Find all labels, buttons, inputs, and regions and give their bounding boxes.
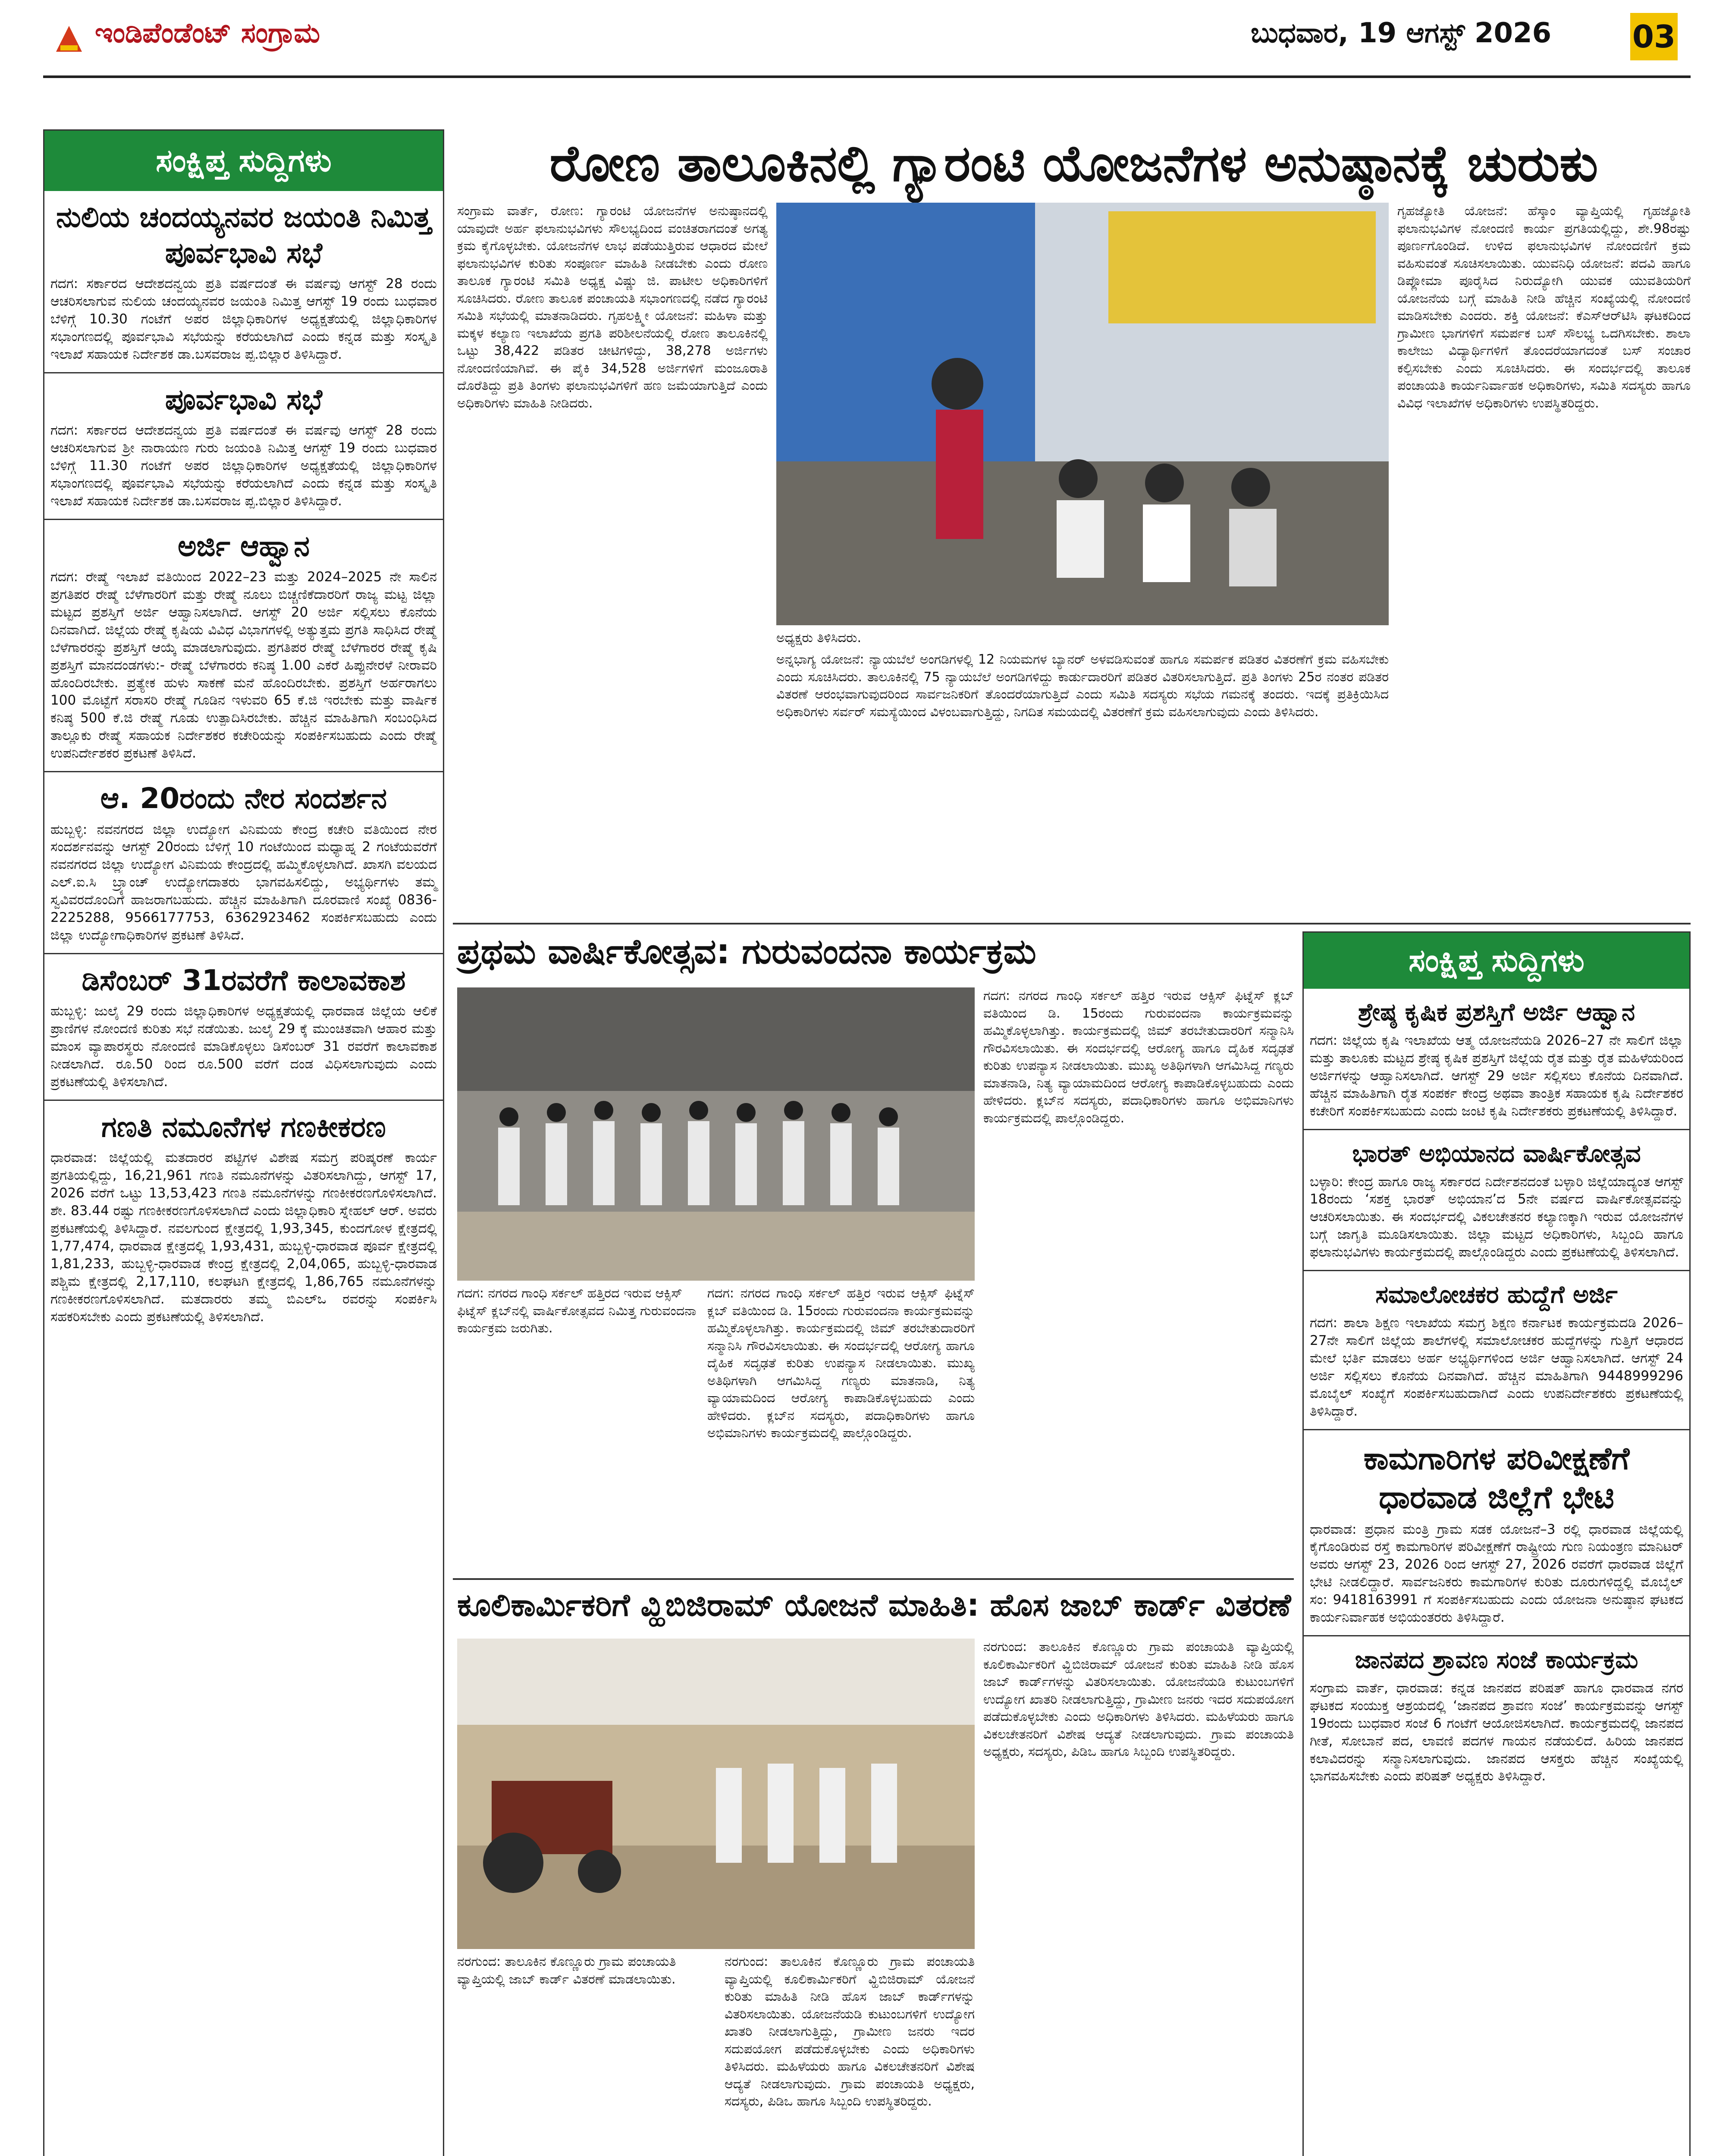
right-briefs-column xyxy=(1302,931,1691,2156)
brief-item xyxy=(44,373,443,520)
brief-text: ಧಾರವಾಡ: ಜಿಲ್ಲೆಯಲ್ಲಿ ಮತದಾರರ ಪಟ್ಟಿಗಳ ವಿಶೇಷ ಸಮಗ್ರ ಪರಿಷ್ಕರಣೆ ಕಾರ್ಯ ಪ್ರಗತಿಯಲ್ಲಿದ್ದು, 16,21,961 ಗಣತಿ ನಮೂನೆಗಳನ್ನು ವಿತರಿಸಲಾಗಿದ್ದು, ಆಗಸ್ಟ್ 17, 2026 ವರೆಗೆ ಒಟ್ಟು 13,53,423 ಗಣತಿ ನಮೂನೆಗಳನ್ನು ಗಣಕೀಕರಣಗೊಳಿಸಲಾಗಿದೆ. ಶೇ. 83.44 ರಷ್ಟು ಗಣಕೀಕರಣಗೊಳಿಸಲಾಗಿದೆ ಎಂದು ಜಿಲ್ಲಾಧಿಕಾರಿ ಸ್ನೇಹಲ್ ಆರ್. ಅವರು ಪ್ರಕಟಣೆಯಲ್ಲಿ ತಿಳಿಸಿದ್ದಾರೆ. ನವಲಗುಂದ ಕ್ಷೇತ್ರದಲ್ಲಿ 1,93,345, ಕುಂದಗೋಳ ಕ್ಷೇತ್ರದಲ್ಲಿ 1,77,474, ಧಾರವಾಡ ಕ್ಷೇತ್ರದಲ್ಲಿ 1,93,431, ಹುಬ್ಬಳ್ಳಿ-ಧಾರವಾಡ ಪೂರ್ವ ಕ್ಷೇತ್ರದಲ್ಲಿ 1,81,233, ಹುಬ್ಬಳ್ಳಿ-ಧಾರವಾಡ ಕೇಂದ್ರ ಕ್ಷೇತ್ರದಲ್ಲಿ 2,04,065, ಹುಬ್ಬಳ್ಳಿ-ಧಾರವಾಡ ಪಶ್ಚಿಮ ಕ್ಷೇತ್ರದಲ್ಲಿ 2,17,110, ಕಲಘಟಗಿ ಕ್ಷೇತ್ರದಲ್ಲಿ 1,86,765 ನಮೂನೆಗಳನ್ನು ಗಣಕೀಕರಣಗೊಳಿಸಲಾಗಿದೆ. ಮತದಾರರು ತಮ್ಮ ಬಿಎಲ್‌ಒ ರವರನ್ನು ಸಂಪರ್ಕಿಸಿ ಸಹಕರಿಸಬೇಕು ಎಂದು ಪ್ರಕಟಣೆಯಲ್ಲಿ ತಿಳಿಸಲಾಗಿದೆ. xyxy=(50,1150,437,1325)
newspaper-logo-icon xyxy=(52,22,86,56)
story-three-text-a: ನರಗುಂದ: ತಾಲೂಕಿನ ಕೊಣ್ಣೂರು ಗ್ರಾಮ ಪಂಚಾಯತಿ ವ್ಯಾಪ್ತಿಯಲ್ಲಿ ಕೂಲಿಕಾರ್ಮಿಕರಿಗೆ ವ್ಹಿಬಿಜಿರಾಮ್ ಯೋಜನೆ ಕುರಿತು ಮಾಹಿತಿ ನೀಡಿ ಹೊಸ ಜಾಬ್ ಕಾರ್ಡ್‌ಗಳನ್ನು ವಿತರಿಸಲಾಯಿತು. ಯೋಜನೆಯಡಿ ಕುಟುಂಬಗಳಿಗೆ ಉದ್ಯೋಗ ಖಾತರಿ ನೀಡಲಾಗುತ್ತಿದ್ದು, ಗ್ರಾಮೀಣ ಜನರು ಇದರ ಸದುಪಯೋಗ ಪಡೆದುಕೊಳ್ಳಬೇಕು ಎಂದು ಅಧಿಕಾರಿಗಳು ತಿಳಿಸಿದರು. ಮಹಿಳೆಯರು ಹಾಗೂ ವಿಕಲಚೇತನರಿಗೆ ವಿಶೇಷ ಆದ್ಯತೆ ನೀಡಲಾಗುವುದು. ಗ್ರಾಮ ಪಂಚಾಯತಿ ಅಧ್ಯಕ್ಷರು, ಸದಸ್ಯರು, ಪಿಡಿಒ ಹಾಗೂ ಸಿಬ್ಬಂದಿ ಉಪಸ್ಥಿತರಿದ್ದರು. xyxy=(725,1954,975,2109)
tractor-photo-illustration xyxy=(457,1639,975,1949)
lead-photo-caption: ಅಧ್ಯಕ್ಷರು ತಿಳಿಸಿದರು. xyxy=(776,630,862,646)
brief-text: ಗದಗ: ಸರ್ಕಾರದ ಆದೇಶದನ್ವಯ ಪ್ರತಿ ವರ್ಷದಂತೆ ಈ ವರ್ಷವು ಆಗಸ್ಟ್ 28 ರಂದು ಆಚರಿಸಲಾಗುವ ಶ್ರೀ ನಾರಾಯಣ ಗುರು ಜಯಂತಿ ನಿಮಿತ್ತ ಆಗಸ್ಟ್ 19 ರಂದು ಬುಧವಾರ ಬೆಳಿಗ್ಗೆ 11.30 ಗಂಟೆಗೆ ಅಪರ ಜಿಲ್ಲಾಧಿಕಾರಿಗಳ ಅಧ್ಯಕ್ಷತೆಯಲ್ಲಿ ಜಿಲ್ಲಾಧಿಕಾರಿಗಳ ಸಭಾಂಗಣದಲ್ಲಿ ಪೂರ್ವಭಾವಿ ಸಭೆಯನ್ನು ಕರೆಯಲಾಗಿದೆ ಎಂದು ಕನ್ನಡ ಮತ್ತು ಸಂಸ್ಕೃತಿ ಇಲಾಖೆ ಸಹಾಯಕ ನಿರ್ದೇಶಕ ಡಾ.ಬಸವರಾಜ ಪ್ಪ.ಬಿಲ್ಲಾರ ತಿಳಿಸಿದ್ದಾರೆ. xyxy=(50,423,437,509)
brief-text: ಹುಬ್ಬಳ್ಳಿ: ಜುಲೈ 29 ರಂದು ಜಿಲ್ಲಾಧಿಕಾರಿಗಳ ಅಧ್ಯಕ್ಷತೆಯಲ್ಲಿ ಧಾರವಾಡ ಜಿಲ್ಲೆಯ ಆಲಿಕೆ ಪ್ರಾಣಿಗಳ ನೋಂದಣಿ ಕುರಿತು ಸಭೆ ನಡೆಯಿತು. ಜುಲೈ 29 ಕ್ಕೆ ಮುಂಚಿತವಾಗಿ ಆಹಾರ ಮತ್ತು ಮಾಂಸ ವ್ಯಾಪಾರಸ್ಥರು ನೋಂದಣಿ ಮಾಡಿಕೊಳ್ಳಲು ಡಿಸೆಂಬರ್ 31 ರವರೆಗೆ ಕಾಲಾವಕಾಶ ನೀಡಲಾಗಿದೆ. ರೂ.50 ರಿಂದ ರೂ.500 ವರೆಗೆ ದಂಡ ವಿಧಿಸಲಾಗುವುದು ಎಂದು ಪ್ರಕಟಣೆಯಲ್ಲಿ ತಿಳಿಸಲಾಗಿದೆ. xyxy=(50,1003,437,1090)
brief-item xyxy=(44,1101,443,1335)
brief-title: ಜಾನಪದ ಶ್ರಾವಣ ಸಂಜೆ ಕಾರ್ಯಕ್ರಮ xyxy=(1355,1645,1638,1674)
brief-item xyxy=(1304,1271,1689,1430)
brief-text: ಗದಗ: ಸರ್ಕಾರದ ಆದೇಶದನ್ವಯ ಪ್ರತಿ ವರ್ಷದಂತೆ ಈ ವರ್ಷವು ಆಗಸ್ಟ್ 28 ರಂದು ಆಚರಿಸಲಾಗುವ ನುಲಿಯ ಚಂದಯ್ಯನವರ ಜಯಂತಿ ನಿಮಿತ್ತ ಆಗಸ್ಟ್ 19 ರಂದು ಬುಧವಾರ ಬೆಳಿಗ್ಗೆ 10.30 ಗಂಟೆಗೆ ಅಪರ ಜಿಲ್ಲಾಧಿಕಾರಿಗಳ ಅಧ್ಯಕ್ಷತೆಯಲ್ಲಿ ಜಿಲ್ಲಾಧಿಕಾರಿಗಳ ಸಭಾಂಗಣದಲ್ಲಿ ಪೂರ್ವಭಾವಿ ಸಭೆಯನ್ನು ಕರೆಯಲಾಗಿದೆ ಎಂದು ಕನ್ನಡ ಮತ್ತು ಸಂಸ್ಕೃತಿ ಇಲಾಖೆ ಸಹಾಯಕ ನಿರ್ದೇಶಕ ಡಾ.ಬಸವರಾಜ ಪ್ಪ.ಬಿಲ್ಲಾರ ತಿಳಿಸಿದ್ದಾರೆ. xyxy=(50,276,437,362)
brief-title: ಭಾರತ್ ಅಭಿಯಾನದ ವಾರ್ಷಿಕೋತ್ಸವ xyxy=(1352,1139,1641,1168)
brief-title: ಗಣತಿ ನಮೂನೆಗಳ ಗಣಕೀಕರಣ xyxy=(101,1110,386,1144)
brief-text: ಗದಗ: ಶಾಲಾ ಶಿಕ್ಷಣ ಇಲಾಖೆಯ ಸಮಗ್ರ ಶಿಕ್ಷಣ ಕರ್ನಾಟಕ ಕಾರ್ಯಕ್ರಮದಡಿ 2026–27ನೇ ಸಾಲಿಗೆ ಜಿಲ್ಲೆಯ ಶಾಲೆಗಳಲ್ಲಿ ಸಮಾಲೋಚಕರ ಹುದ್ದೆಗಳನ್ನು ಗುತ್ತಿಗೆ ಆಧಾರದ ಮೇಲೆ ಭರ್ತಿ ಮಾಡಲು ಅರ್ಹ ಅಭ್ಯರ್ಥಿಗಳಿಂದ ಅರ್ಜಿ ಆಹ್ವಾನಿಸಲಾಗಿದೆ. ಆಗಸ್ಟ್ 24 ಅರ್ಜಿ ಸಲ್ಲಿಸಲು ಕೊನೆಯ ದಿನವಾಗಿದೆ. ಹೆಚ್ಚಿನ ಮಾಹಿತಿಗಾಗಿ 9448999296 ಮೊಬೈಲ್ ಸಂಖ್ಯೆಗೆ ಸಂಪರ್ಕಿಸಬಹುದಾಗಿದೆ ಎಂದು ಉಪನಿರ್ದೇಶಕರು ಪ್ರಕಟಣೆಯಲ್ಲಿ ತಿಳಿಸಿದ್ದಾರೆ. xyxy=(1310,1315,1683,1419)
right-section-header: ಸಂಕ್ಷಿಪ್ತ ಸುದ್ದಿಗಳು xyxy=(1304,933,1689,989)
brief-text: ಗದಗ: ರೇಷ್ಮೆ ಇಲಾಖೆ ವತಿಯಿಂದ 2022–23 ಮತ್ತು 2024–2025 ನೇ ಸಾಲಿನ ಪ್ರಗತಿಪರ ರೇಷ್ಮೆ ಬೆಳೆಗಾರರಿಗೆ ಮತ್ತು ರೇಷ್ಮೆ ನೂಲು ಬಿಚ್ಚಣಿಕೆದಾರರಿಗೆ ರಾಜ್ಯ ಮಟ್ಟ ಜಿಲ್ಲಾ ಮಟ್ಟದ ಪ್ರಶಸ್ತಿಗೆ ಅರ್ಜಿ ಆಹ್ವಾನಿಸಲಾಗಿದೆ. ಆಗಸ್ಟ್ 20 ಅರ್ಜಿ ಸಲ್ಲಿಸಲು ಕೊನೆಯ ದಿನವಾಗಿದೆ. ಜಿಲ್ಲೆಯ ರೇಷ್ಮೆ ಕೃಷಿಯ ವಿವಿಧ ವಿಭಾಗಗಳಲ್ಲಿ ಅತ್ಯುತ್ತಮ ಪ್ರಗತಿ ಸಾಧಿಸಿದ ರೇಷ್ಮೆ ಬೆಳೆಗಾರರನ್ನು ಪ್ರಶಸ್ತಿಗೆ ಆಯ್ಕೆ ಮಾಡಲಾಗುವುದು. ಪ್ರಗತಿಪರ ರೇಷ್ಮೆ ಬೆಳೆಗಾರರ ರೇಷ್ಮೆ ಕೃಷಿ ಪ್ರಶಸ್ತಿಗೆ ಮಾನದಂಡಗಳು:- ರೇಷ್ಮೆ ಬೆಳೆಗಾರರು ಕನಿಷ್ಠ 1.00 ಎಕರೆ ಹಿಪ್ಪುನೇರಳೆ ನೀರಾವರಿ ಹೊಂದಿರಬೇಕು. ಪ್ರತ್ಯೇಕ ಹುಳು ಸಾಕಣೆ ಮನೆ ಹೊಂದಿರಬೇಕು. ಪ್ರಶಸ್ತಿಗೆ ಅರ್ಹರಾಗಲು 100 ಮೊಟ್ಟೆಗೆ ಸರಾಸರಿ ರೇಷ್ಮೆ ಗೂಡಿನ ಇಳುವರಿ 65 ಕೆ.ಜಿ ಇರಬೇಕು ಮತ್ತು ವಾರ್ಷಿಕ ಕನಿಷ್ಠ 500 ಕೆ.ಜಿ ರೇಷ್ಮೆ ಗೂಡು ಉತ್ಪಾದಿಸಿರಬೇಕು. ಹೆಚ್ಚಿನ ಮಾಹಿತಿಗಾಗಿ ಸಂಬಂಧಿಸಿದ ತಾಲ್ಲೂಕು ರೇಷ್ಮೆ ಸಹಾಯಕ ನಿರ್ದೇಶಕರ ಕಚೇರಿಯನ್ನು ಸಂಪರ್ಕಿಸಬಹುದು ಎಂದು ರೇಷ್ಮೆ ಉಪನಿರ್ದೇಶಕರ ಪ್ರಕಟಣೆ ತಿಳಿಸಿದೆ. xyxy=(50,569,437,761)
meeting-photo-illustration xyxy=(776,203,1389,625)
brief-item xyxy=(1304,1636,1689,1794)
masthead-divider xyxy=(43,75,1691,78)
brief-item xyxy=(44,954,443,1101)
brief-title: ನುಲಿಯ ಚಂದಯ್ಯನವರ ಜಯಂತಿ ನಿಮಿತ್ತ ಪೂರ್ವಭಾವಿ ಸಭೆ xyxy=(56,201,431,270)
story-three-text-b: ನರಗುಂದ: ತಾಲೂಕಿನ ಕೊಣ್ಣೂರು ಗ್ರಾಮ ಪಂಚಾಯತಿ ವ್ಯಾಪ್ತಿಯಲ್ಲಿ ಕೂಲಿಕಾರ್ಮಿಕರಿಗೆ ವ್ಹಿಬಿಜಿರಾಮ್ ಯೋಜನೆ ಕುರಿತು ಮಾಹಿತಿ ನೀಡಿ ಹೊಸ ಜಾಬ್ ಕಾರ್ಡ್‌ಗಳನ್ನು ವಿತರಿಸಲಾಯಿತು. ಯೋಜನೆಯಡಿ ಕುಟುಂಬಗಳಿಗೆ ಉದ್ಯೋಗ ಖಾತರಿ ನೀಡಲಾಗುತ್ತಿದ್ದು, ಗ್ರಾಮೀಣ ಜನರು ಇದರ ಸದುಪಯೋಗ ಪಡೆದುಕೊಳ್ಳಬೇಕು ಎಂದು ಅಧಿಕಾರಿಗಳು ತಿಳಿಸಿದರು. ಮಹಿಳೆಯರು ಹಾಗೂ ವಿಕಲಚೇತನರಿಗೆ ವಿಶೇಷ ಆದ್ಯತೆ ನೀಡಲಾಗುವುದು. ಗ್ರಾಮ ಪಂಚಾಯತಿ ಅಧ್ಯಕ್ಷರು, ಸದಸ್ಯರು, ಪಿಡಿಒ ಹಾಗೂ ಸಿಬ್ಬಂದಿ ಉಪಸ್ಥಿತರಿದ್ದರು. xyxy=(983,1639,1294,1759)
group-photo-illustration xyxy=(457,987,975,1281)
brief-item xyxy=(44,520,443,772)
section-divider xyxy=(453,1578,1294,1580)
brief-item xyxy=(1304,1430,1689,1636)
brief-title: ಆ. 20ರಂದು ನೇರ ಸಂದರ್ಶನ xyxy=(100,782,387,815)
story-two-text-b: ಗದಗ: ನಗರದ ಗಾಂಧಿ ಸರ್ಕಲ್ ಹತ್ತಿರ ಇರುವ ಆಕ್ಸಿಸ್ ಫಿಟ್ನೆಸ್ ಕ್ಲಬ್ ವತಿಯಿಂದ ಡಿ. 15ರಂದು ಗುರುವಂದನಾ ಕಾರ್ಯಕ್ರಮವನ್ನು ಹಮ್ಮಿಕೊಳ್ಳಲಾಗಿತ್ತು. ಕಾರ್ಯಕ್ರಮದಲ್ಲಿ ಜಿಮ್ ತರಬೇತುದಾರರಿಗೆ ಸನ್ಮಾನಿಸಿ ಗೌರವಿಸಲಾಯಿತು. ಈ ಸಂದರ್ಭದಲ್ಲಿ ಆರೋಗ್ಯ ಹಾಗೂ ದೈಹಿಕ ಸದೃಢತೆ ಕುರಿತು ಉಪನ್ಯಾಸ ನೀಡಲಾಯಿತು. ಮುಖ್ಯ ಅತಿಥಿಗಳಾಗಿ ಆಗಮಿಸಿದ್ದ ಗಣ್ಯರು ಮಾತನಾಡಿ, ನಿತ್ಯ ವ್ಯಾಯಾಮದಿಂದ ಆರೋಗ್ಯ ಕಾಪಾಡಿಕೊಳ್ಳಬಹುದು ಎಂದು ಹೇಳಿದರು. ಕ್ಲಬ್‌ನ ಸದಸ್ಯರು, ಪದಾಧಿಕಾರಿಗಳು ಹಾಗೂ ಅಭಿಮಾನಿಗಳು ಕಾರ್ಯಕ್ರಮದಲ್ಲಿ ಪಾಲ್ಗೊಂಡಿದ್ದರು. xyxy=(983,988,1294,1126)
brief-title: ಅರ್ಜಿ ಆಹ್ವಾನ xyxy=(177,529,310,563)
story-two-text-a: ಗದಗ: ನಗರದ ಗಾಂಧಿ ಸರ್ಕಲ್ ಹತ್ತಿರ ಇರುವ ಆಕ್ಸಿಸ್ ಫಿಟ್ನೆಸ್ ಕ್ಲಬ್ ವತಿಯಿಂದ ಡಿ. 15ರಂದು ಗುರುವಂದನಾ ಕಾರ್ಯಕ್ರಮವನ್ನು ಹಮ್ಮಿಕೊಳ್ಳಲಾಗಿತ್ತು. ಕಾರ್ಯಕ್ರಮದಲ್ಲಿ ಜಿಮ್ ತರಬೇತುದಾರರಿಗೆ ಸನ್ಮಾನಿಸಿ ಗೌರವಿಸಲಾಯಿತು. ಈ ಸಂದರ್ಭದಲ್ಲಿ ಆರೋಗ್ಯ ಹಾಗೂ ದೈಹಿಕ ಸದೃಢತೆ ಕುರಿತು ಉಪನ್ಯಾಸ ನೀಡಲಾಯಿತು. ಮುಖ್ಯ ಅತಿಥಿಗಳಾಗಿ ಆಗಮಿಸಿದ್ದ ಗಣ್ಯರು ಮಾತನಾಡಿ, ನಿತ್ಯ ವ್ಯಾಯಾಮದಿಂದ ಆರೋಗ್ಯ ಕಾಪಾಡಿಕೊಳ್ಳಬಹುದು ಎಂದು ಹೇಳಿದರು. ಕ್ಲಬ್‌ನ ಸದಸ್ಯರು, ಪದಾಧಿಕಾರಿಗಳು ಹಾಗೂ ಅಭಿಮಾನಿಗಳು ಕಾರ್ಯಕ್ರಮದಲ್ಲಿ ಪಾಲ್ಗೊಂಡಿದ್ದರು. xyxy=(707,1286,975,1441)
story-three-photo xyxy=(457,1639,975,1949)
masthead xyxy=(0,0,1732,86)
story-two-caption: ಗದಗ: ನಗರದ ಗಾಂಧಿ ಸರ್ಕಲ್ ಹತ್ತಿರದ ಇರುವ ಆಕ್ಸಿಸ್ ಫಿಟ್ನೆಸ್ ಕ್ಲಬ್‌ನಲ್ಲಿ ವಾರ್ಷಿಕೋತ್ಸವದ ನಿಮಿತ್ತ ಗುರುವಂದನಾ ಕಾರ್ಯಕ್ರಮ ಜರುಗಿತು. xyxy=(457,1286,697,1336)
brief-item xyxy=(1304,989,1689,1130)
section-divider xyxy=(453,923,1691,924)
brief-text: ಬಳ್ಳಾರಿ: ಕೇಂದ್ರ ಹಾಗೂ ರಾಜ್ಯ ಸರ್ಕಾರದ ನಿರ್ದೇಶನದಂತೆ ಬಳ್ಳಾರಿ ಜಿಲ್ಲೆಯಾದ್ಯಂತ ಆಗಸ್ಟ್ 18ರಂದು ‘ಸಶಕ್ತ ಭಾರತ್ ಅಭಿಯಾನ’ದ 5ನೇ ವರ್ಷದ ವಾರ್ಷಿಕೋತ್ಸವವನ್ನು ಆಚರಿಸಲಾಯಿತು. ಈ ಸಂದರ್ಭದಲ್ಲಿ ವಿಕಲಚೇತನರ ಕಲ್ಯಾಣಕ್ಕಾಗಿ ಇರುವ ಯೋಜನೆಗಳ ಬಗ್ಗೆ ಜಾಗೃತಿ ಮೂಡಿಸಲಾಯಿತು. ಜಿಲ್ಲಾ ಮಟ್ಟದ ಅಧಿಕಾರಿಗಳು, ಸಿಬ್ಬಂದಿ ಹಾಗೂ ಫಲಾನುಭವಿಗಳು ಕಾರ್ಯಕ್ರಮದಲ್ಲಿ ಪಾಲ್ಗೊಂಡಿದ್ದರು ಎಂದು ಪ್ರಕಟಣೆಯಲ್ಲಿ ತಿಳಿಸಲಾಗಿದೆ. xyxy=(1310,1174,1683,1260)
left-section-header: ಸಂಕ್ಷಿಪ್ತ ಸುದ್ದಿಗಳು xyxy=(44,131,443,191)
issue-date: ಬುಧವಾರ, 19 ಆಗಸ್ಟ್ 2026 xyxy=(1251,17,1552,49)
brief-title: ಪೂರ್ವಭಾವಿ ಸಭೆ xyxy=(165,382,323,416)
brief-text: ಹುಬ್ಬಳ್ಳಿ: ನವನಗರದ ಜಿಲ್ಲಾ ಉದ್ಯೋಗ ವಿನಿಮಯ ಕೇಂದ್ರ ಕಚೇರಿ ವತಿಯಿಂದ ನೇರ ಸಂದರ್ಶನವನ್ನು ಆಗಸ್ಟ್ 20ರಂದು ಬೆಳಿಗ್ಗೆ 10 ಗಂಟೆಯಿಂದ ಮಧ್ಯಾಹ್ನ 2 ಗಂಟೆಯವರೆಗೆ ನವನಗರದ ಜಿಲ್ಲಾ ಉದ್ಯೋಗ ವಿನಿಮಯ ಕೇಂದ್ರದಲ್ಲಿ ಹಮ್ಮಿಕೊಳ್ಳಲಾಗಿದೆ. ಖಾಸಗಿ ವಲಯದ ಎಲ್.ಐ.ಸಿ ಬ್ರ್ಯಾಂಚ್ ಉದ್ಯೋಗದಾತರು ಭಾಗವಹಿಸಲಿದ್ದು, ಅಭ್ಯರ್ಥಿಗಳು ತಮ್ಮ ಸ್ವವಿವರದೊಂದಿಗೆ ಹಾಜರಾಗಬಹುದು. ಹೆಚ್ಚಿನ ಮಾಹಿತಿಗಾಗಿ ದೂರವಾಣಿ ಸಂಖ್ಯೆ 0836-2225288, 9566177753, 6362923462 ಸಂಪರ್ಕಿಸಬಹುದು ಎಂದು ಜಿಲ್ಲಾ ಉದ್ಯೋಗಾಧಿಕಾರಿಗಳ ಪ್ರಕಟಣೆ ತಿಳಿಸಿದೆ. xyxy=(50,821,437,943)
brief-title: ಸಮಾಲೋಚಕರ ಹುದ್ದೆಗೆ ಅರ್ಜಿ xyxy=(1375,1281,1618,1309)
lead-headline: ರೋಣ ತಾಲೂಕಿನಲ್ಲಿ ಗ್ಯಾರಂಟಿ ಯೋಜನೆಗಳ ಅನುಷ್ಠಾನಕ್ಕೆ ಚುರುಕು xyxy=(549,134,1598,193)
brief-item xyxy=(44,191,443,373)
page-number: 03 xyxy=(1630,13,1678,60)
story-two-photo xyxy=(457,987,975,1281)
story-two-headline: ಪ್ರಥಮ ವಾರ್ಷಿಕೋತ್ಸವ: ಗುರುವಂದನಾ ಕಾರ್ಯಕ್ರಮ xyxy=(457,931,1036,971)
lead-story-col1: ಸಂಗ್ರಾಮ ವಾರ್ತೆ, ರೋಣ: ಗ್ಯಾರಂಟಿ ಯೋಜನೆಗಳ ಅನುಷ್ಠಾನದಲ್ಲಿ ಯಾವುದೇ ಅರ್ಹ ಫಲಾನುಭವಿಗಳು ಸೌಲಭ್ಯದಿಂದ ವಂಚಿತರಾಗದಂತೆ ಅಗತ್ಯ ಕ್ರಮ ಕೈಗೊಳ್ಳಬೇಕು. ಯೋಜನೆಗಳ ಲಾಭ ಪಡೆಯುತ್ತಿರುವ ಆಧಾರದ ಮೇಲೆ ಫಲಾನುಭವಿಗಳ ಕುರಿತು ಸಂಪೂರ್ಣ ಮಾಹಿತಿ ನೀಡಬೇಕು ಎಂದು ರೋಣ ತಾಲೂಕ ಗ್ಯಾರಂಟಿ ಸಮಿತಿ ಅಧ್ಯಕ್ಷ ವಿಷ್ಣು ಜಿ. ಪಾಟೀಲ ಅಧಿಕಾರಿಗಳಿಗೆ ಸೂಚಿಸಿದರು. ರೋಣ ತಾಲೂಕ ಪಂಚಾಯತಿ ಸಭಾಂಗಣದಲ್ಲಿ ನಡೆದ ಗ್ಯಾರಂಟಿ ಸಮಿತಿ ಸಭೆಯಲ್ಲಿ ಮಾತನಾಡಿದರು. ಗೃಹಲಕ್ಷ್ಮೀ ಯೋಜನೆ: ಮಹಿಳಾ ಮತ್ತು ಮಕ್ಕಳ ಕಲ್ಯಾಣ ಇಲಾಖೆಯ ಪ್ರಗತಿ ಪರಿಶೀಲನೆಯಲ್ಲಿ ರೋಣ ತಾಲೂಕಿನಲ್ಲಿ ಒಟ್ಟು 38,422 ಪಡಿತರ ಚೀಟಿಗಳಿದ್ದು, 38,278 ಅರ್ಜಿಗಳು ನೋಂದಣಿಯಾಗಿವೆ. ಈ ಪೈಕಿ 34,528 ಅರ್ಜಿಗಳಿಗೆ ಮಂಜೂರಾತಿ ದೊರೆತಿದ್ದು ಪ್ರತಿ ತಿಂಗಳು ಫಲಾನುಭವಿಗಳಿಗೆ ಹಣ ಜಮೆಯಾಗುತ್ತಿದೆ ಎಂದು ಅಧಿಕಾರಿಗಳು ಮಾಹಿತಿ ನೀಡಿದರು. xyxy=(457,204,768,411)
brief-text: ಧಾರವಾಡ: ಪ್ರಧಾನ ಮಂತ್ರಿ ಗ್ರಾಮ ಸಡಕ ಯೋಜನೆ–3 ರಲ್ಲಿ ಧಾರವಾಡ ಜಿಲ್ಲೆಯಲ್ಲಿ ಕೈಗೊಂಡಿರುವ ರಸ್ತೆ ಕಾಮಗಾರಿಗಳ ಪರಿವೀಕ್ಷಣೆಗೆ ರಾಷ್ಟ್ರೀಯ ಗುಣ ನಿಯಂತ್ರಣ ಮಾನಿಟರ್ ಅವರು ಆಗಸ್ಟ್ 23, 2026 ರಿಂದ ಆಗಸ್ಟ್ 27, 2026 ರವರೆಗೆ ಧಾರವಾಡ ಜಿಲ್ಲೆಗೆ ಭೇಟಿ ನೀಡಲಿದ್ದಾರೆ. ಸಾರ್ವಜನಿಕರು ಕಾಮಗಾರಿಗಳ ಕುರಿತು ದೂರುಗಳಿದ್ದಲ್ಲಿ ಮೊಬೈಲ್ ಸಂ: 9418163991 ಗೆ ಸಂಪರ್ಕಿಸಬಹುದು ಎಂದು ಯೋಜನಾ ಅನುಷ್ಠಾನ ಘಟಕದ ಕಾರ್ಯನಿರ್ವಾಹಕ ಅಭಿಯಂತರರು ತಿಳಿಸಿದ್ದಾರೆ. xyxy=(1310,1521,1683,1626)
story-three-caption: ನರಗುಂದ: ತಾಲೂಕಿನ ಕೊಣ್ಣೂರು ಗ್ರಾಮ ಪಂಚಾಯತಿ ವ್ಯಾಪ್ತಿಯಲ್ಲಿ ಜಾಬ್ ಕಾರ್ಡ್ ವಿತರಣೆ ಮಾಡಲಾಯಿತು. xyxy=(457,1954,676,1987)
lead-story-photo xyxy=(776,203,1389,625)
story-three-headline: ಕೂಲಿಕಾರ್ಮಿಕರಿಗೆ ವ್ಹಿಬಿಜಿರಾಮ್ ಯೋಜನೆ ಮಾಹಿತಿ: ಹೊಸ ಜಾಬ್ ಕಾರ್ಡ್ ವಿತರಣೆ xyxy=(457,1587,1291,1623)
brief-text: ಗದಗ: ಜಿಲ್ಲೆಯ ಕೃಷಿ ಇಲಾಖೆಯ ಆತ್ಮ ಯೋಜನೆಯಡಿ 2026–27 ನೇ ಸಾಲಿಗೆ ಜಿಲ್ಲಾ ಮತ್ತು ತಾಲೂಕು ಮಟ್ಟದ ಶ್ರೇಷ್ಠ ಕೃಷಿಕ ಪ್ರಶಸ್ತಿಗೆ ಜಿಲ್ಲೆಯ ರೈತ ಮತ್ತು ರೈತ ಮಹಿಳೆಯರಿಂದ ಅರ್ಜಿಗಳನ್ನು ಆಹ್ವಾನಿಸಲಾಗಿದೆ. ಆಗಸ್ಟ್ 29 ಅರ್ಜಿ ಸಲ್ಲಿಸಲು ಕೊನೆಯ ದಿನವಾಗಿದೆ. ಹೆಚ್ಚಿನ ಮಾಹಿತಿಗಾಗಿ ರೈತ ಸಂಪರ್ಕ ಕೇಂದ್ರ ಅಥವಾ ತಾಂತ್ರಿಕ ಸಹಾಯಕ ಕೃಷಿ ನಿರ್ದೇಶಕರ ಕಚೇರಿಗೆ ಸಂಪರ್ಕಿಸಬಹುದು ಎಂದು ಜಂಟಿ ಕೃಷಿ ನಿರ್ದೇಶಕರು ಪ್ರಕಟಣೆಯಲ್ಲಿ ತಿಳಿಸಿದ್ದಾರೆ. xyxy=(1310,1033,1683,1119)
lead-story-col3: ಗೃಹಜ್ಯೋತಿ ಯೋಜನೆ: ಹೆಸ್ಕಾಂ ವ್ಯಾಪ್ತಿಯಲ್ಲಿ ಗೃಹಜ್ಯೋತಿ ಫಲಾನುಭವಿಗಳ ನೋಂದಣಿ ಕಾರ್ಯ ಪ್ರಗತಿಯಲ್ಲಿದ್ದು, ಶೇ.98ರಷ್ಟು ಪೂರ್ಣಗೊಂಡಿದೆ. ಉಳಿದ ಫಲಾನುಭವಿಗಳ ನೋಂದಣಿಗೆ ಕ್ರಮ ವಹಿಸುವಂತೆ ಸೂಚಿಸಲಾಯಿತು. ಯುವನಿಧಿ ಯೋಜನೆ: ಪದವಿ ಹಾಗೂ ಡಿಪ್ಲೋಮಾ ಪೂರೈಸಿದ ನಿರುದ್ಯೋಗಿ ಯುವಕ ಯುವತಿಯರಿಗೆ ಯೋಜನೆಯ ಬಗ್ಗೆ ಮಾಹಿತಿ ನೀಡಿ ಹೆಚ್ಚಿನ ಸಂಖ್ಯೆಯಲ್ಲಿ ನೋಂದಣಿ ಮಾಡಿಸಬೇಕು ಎಂದರು. ಶಕ್ತಿ ಯೋಜನೆ: ಕೆಎಸ್ಆರ್‌ಟಿಸಿ ಘಟಕದಿಂದ ಗ್ರಾಮೀಣ ಭಾಗಗಳಿಗೆ ಸಮರ್ಪಕ ಬಸ್ ಸೌಲಭ್ಯ ಒದಗಿಸಬೇಕು. ಶಾಲಾ ಕಾಲೇಜು ವಿದ್ಯಾರ್ಥಿಗಳಿಗೆ ತೊಂದರೆಯಾಗದಂತೆ ಬಸ್ ಸಂಚಾರ ಕಲ್ಪಿಸಬೇಕು ಎಂದು ಸೂಚಿಸಿದರು. ಈ ಸಂದರ್ಭದಲ್ಲಿ ತಾಲೂಕ ಪಂಚಾಯತಿ ಕಾರ್ಯನಿರ್ವಾಹಕ ಅಧಿಕಾರಿಗಳು, ಸಮಿತಿ ಸದಸ್ಯರು ಹಾಗೂ ವಿವಿಧ ಇಲಾಖೆಗಳ ಅಧಿಕಾರಿಗಳು ಉಪಸ್ಥಿತರಿದ್ದರು. xyxy=(1397,204,1691,411)
brief-title: ಶ್ರೇಷ್ಠ ಕೃಷಿಕ ಪ್ರಶಸ್ತಿಗೆ ಅರ್ಜಿ ಆಹ್ವಾನ xyxy=(1358,998,1635,1026)
lead-story-col2: ಅನ್ನಭಾಗ್ಯ ಯೋಜನೆ: ನ್ಯಾಯಬೆಲೆ ಅಂಗಡಿಗಳಲ್ಲಿ 12 ನಿಯಮಗಳ ಬ್ಯಾನರ್ ಅಳವಡಿಸುವಂತೆ ಹಾಗೂ ಸಮರ್ಪಕ ಪಡಿತರ ವಿತರಣೆಗೆ ಕ್ರಮ ವಹಿಸಬೇಕು ಎಂದು ಸೂಚಿಸಿದರು. ತಾಲೂಕಿನಲ್ಲಿ 75 ನ್ಯಾಯಬೆಲೆ ಅಂಗಡಿಗಳಿದ್ದು ಕಾರ್ಡುದಾರರಿಗೆ ಪಡಿತರ ವಿತರಿಸಲಾಗುತ್ತಿದೆ. ಪ್ರತಿ ತಿಂಗಳು 25ರ ನಂತರ ಪಡಿತರ ವಿತರಣೆ ಆರಂಭವಾಗುವುದರಿಂದ ಸಾರ್ವಜನಿಕರಿಗೆ ತೊಂದರೆಯಾಗುತ್ತಿದೆ ಎಂದು ಸಮಿತಿ ಸದಸ್ಯರು ಸಭೆಯ ಗಮನಕ್ಕೆ ತಂದರು. ಇದಕ್ಕೆ ಪ್ರತಿಕ್ರಿಯಿಸಿದ ಅಧಿಕಾರಿಗಳು ಸರ್ವರ್ ಸಮಸ್ಯೆಯಿಂದ ವಿಳಂಬವಾಗುತ್ತಿದ್ದು, ನಿಗದಿತ ಸಮಯದಲ್ಲಿ ವಿತರಣೆಗೆ ಕ್ರಮ ವಹಿಸಲಾಗುವುದು ಎಂದು ತಿಳಿಸಿದರು. xyxy=(776,652,1389,720)
brief-item xyxy=(44,772,443,954)
brief-item xyxy=(1304,1130,1689,1272)
brief-title: ಕಾಮಗಾರಿಗಳ ಪರಿವೀಕ್ಷಣೆಗೆ ಧಾರವಾಡ ಜಿಲ್ಲೆಗೆ ಭೇಟಿ xyxy=(1363,1440,1630,1515)
left-briefs-column xyxy=(43,129,444,2156)
brief-title: ಡಿಸೆಂಬರ್ 31ರವರೆಗೆ ಕಾಲಾವಕಾಶ xyxy=(82,963,406,997)
paper-name: ಇಂಡಿಪೆಂಡೆಂಟ್ ಸಂಗ್ರಾಮ xyxy=(95,17,320,49)
brief-text: ಸಂಗ್ರಾಮ ವಾರ್ತೆ, ಧಾರವಾಡ: ಕನ್ನಡ ಜಾನಪದ ಪರಿಷತ್ ಹಾಗೂ ಧಾರವಾಡ ನಗರ ಘಟಕದ ಸಂಯುಕ್ತ ಆಶ್ರಯದಲ್ಲಿ ‘ಜಾನಪದ ಶ್ರಾವಣ ಸಂಜೆ’ ಕಾರ್ಯಕ್ರಮವನ್ನು ಆಗಸ್ಟ್ 19ರಂದು ಬುಧವಾರ ಸಂಜೆ 6 ಗಂಟೆಗೆ ಆಯೋಜಿಸಲಾಗಿದೆ. ಕಾರ್ಯಕ್ರಮದಲ್ಲಿ ಜಾನಪದ ಗೀತೆ, ಸೋಬಾನೆ ಪದ, ಲಾವಣಿ ಪದಗಳ ಗಾಯನ ನಡೆಯಲಿದೆ. ಹಿರಿಯ ಜಾನಪದ ಕಲಾವಿದರನ್ನು ಸನ್ಮಾನಿಸಲಾಗುವುದು. ಜಾನಪದ ಆಸಕ್ತರು ಹೆಚ್ಚಿನ ಸಂಖ್ಯೆಯಲ್ಲಿ ಭಾಗವಹಿಸಬೇಕು ಎಂದು ಪರಿಷತ್ ಅಧ್ಯಕ್ಷರು ತಿಳಿಸಿದ್ದಾರೆ. xyxy=(1310,1680,1683,1784)
